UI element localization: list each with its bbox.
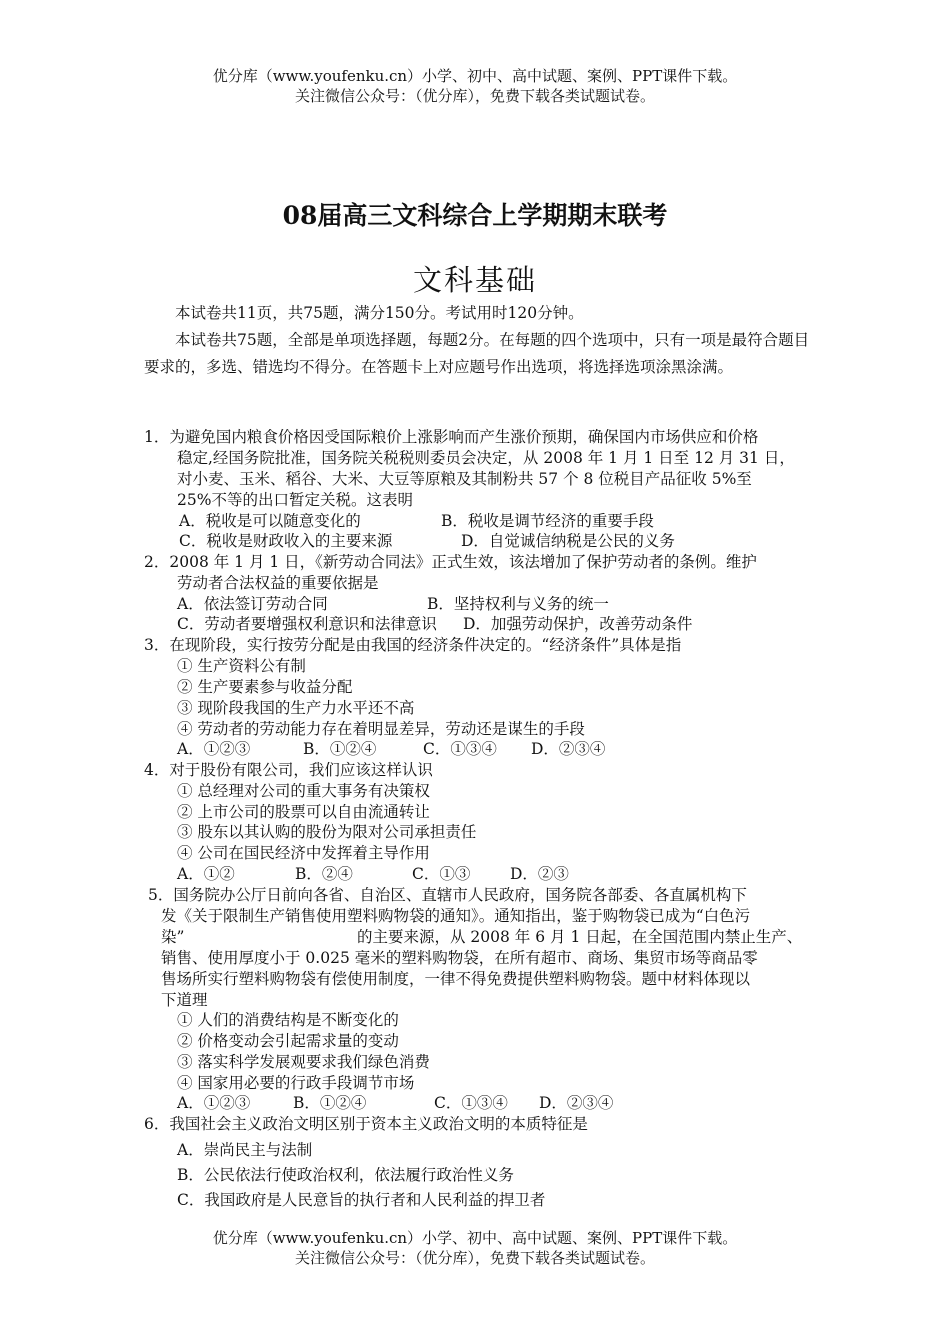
- q4-item-2: ② 上市公司的股票可以自由流通转让: [177, 803, 430, 821]
- page-footer: [0, 1228, 950, 1268]
- q6-option-a: A．崇尚民主与法制: [177, 1141, 313, 1159]
- q5-stem-line-6: 下道理: [161, 991, 208, 1009]
- q5-stem-line-2: 发《关于限制生产销售使用塑料购物袋的通知》。通知指出，鉴于购物袋已成为“白色污: [161, 907, 751, 925]
- q1-option-a: A．税收是可以随意变化的: [179, 512, 361, 530]
- q5-item-2: ② 价格变动会引起需求量的变动: [177, 1032, 399, 1050]
- q6-stem-line-1: 6．我国社会主义政治文明区别于资本主义政治文明的本质特征是: [144, 1115, 588, 1133]
- q6-option-b: B．公民依法行使政治权利，依法履行政治性义务: [177, 1166, 514, 1184]
- q4-option-a: A．①②: [177, 865, 235, 883]
- q2-stem-line-2: 劳动者合法权益的重要依据是: [177, 574, 379, 592]
- q5-item-3: ③ 落实科学发展观要求我们绿色消费: [177, 1053, 430, 1071]
- q4-option-d: D．②③: [510, 865, 569, 883]
- intro-paragraph-2: 本试卷共75题，全部是单项选择题，每题2分。在每题的四个选项中，只有一项是最符合题目要求的，多选、错选均不得分。在答题卡上对应题号作出选项，将选择选项涂黑涂满。: [144, 331, 810, 376]
- q5-stem-line-4: 销售、使用厚度小于 0.025 毫米的塑料购物袋，在所有超市、商场、集贸市场等商品零: [161, 949, 758, 967]
- footer-line-2: 关注微信公众号：（优分库），免费下载各类试题试卷。: [294, 1249, 655, 1267]
- q2-stem-line-1: 2．2008 年 1 月 1 日，《新劳动合同法》正式生效，该法增加了保护劳动者的条例。维护: [144, 553, 757, 571]
- q3-option-b: B．①②④: [303, 740, 377, 758]
- q1-stem-line-1: 1．为避免国内粮食价格因受国际粮价上涨影响而产生涨价预期，确保国内市场供应和价格: [144, 428, 759, 446]
- q5-stem-line-3a: 染”: [161, 928, 185, 946]
- q5-stem-line-5: 售场所实行塑料购物袋有偿使用制度，一律不得免费提供塑料购物袋。题中材料体现以: [161, 970, 751, 988]
- q1-stem-line-2: 稳定,经国务院批准，国务院关税税则委员会决定，从 2008 年 1 月 1 日至 12 月 31 日，: [177, 449, 795, 467]
- q6-option-c: C．我国政府是人民意旨的执行者和人民利益的捍卫者: [177, 1191, 546, 1209]
- intro-paragraph-1: 本试卷共11页，共75题，满分150分。考试用时120分钟。: [175, 304, 584, 322]
- q5-stem-line-1: 5．国务院办公厅日前向各省、自治区、直辖市人民政府，国务院各部委、各直属机构下: [148, 886, 747, 904]
- q5-option-b: B．①②④: [293, 1094, 367, 1112]
- page-header: [0, 66, 950, 106]
- q4-item-4: ④ 公司在国民经济中发挥着主导作用: [177, 844, 430, 862]
- footer-line-1: 优分库（www.youfenku.cn）小学、初中、高中试题、案例、PPT课件下载。: [212, 1229, 738, 1247]
- q5-item-1: ① 人们的消费结构是不断变化的: [177, 1011, 399, 1029]
- q5-option-c: C．①③④: [434, 1094, 508, 1112]
- q2-option-d: D．加强劳动保护，改善劳动条件: [463, 615, 693, 633]
- q1-stem-line-3: 对小麦、玉米、稻谷、大米、大豆等原粮及其制粉共 57 个 8 位税目产品征收 5%至: [177, 470, 752, 488]
- q5-option-a: A．①②③: [177, 1094, 251, 1112]
- q2-option-a: A．依法签订劳动合同: [177, 595, 328, 613]
- q5-option-d: D．②③④: [539, 1094, 614, 1112]
- q1-option-c: C．税收是财政收入的主要来源: [179, 532, 393, 550]
- q3-item-1: ① 生产资料公有制: [177, 657, 306, 675]
- q2-option-c: C．劳动者要增强权利意识和法律意识: [177, 615, 437, 633]
- q3-item-3: ③ 现阶段我国的生产力水平还不高: [177, 699, 415, 717]
- page-title: 08届高三文科综合上学期期末联考: [282, 201, 668, 230]
- q4-item-1: ① 总经理对公司的重大事务有决策权: [177, 782, 430, 800]
- q3-stem-line-1: 3．在现阶段，实行按劳分配是由我国的经济条件决定的。“经济条件”具体是指: [144, 636, 682, 654]
- header-line-1: 优分库（www.youfenku.cn）小学、初中、高中试题、案例、PPT课件下载。: [212, 67, 738, 85]
- q3-option-d: D．②③④: [531, 740, 606, 758]
- q3-item-2: ② 生产要素参与收益分配: [177, 678, 353, 696]
- q1-option-b: B．税收是调节经济的重要手段: [441, 512, 654, 530]
- q5-stem-line-3b: 的主要来源，从 2008 年 6 月 1 日起，在全国范围内禁止生产、: [357, 928, 803, 946]
- page-subtitle: 文科基础: [412, 263, 537, 297]
- q5-item-4: ④ 国家用必要的行政手段调节市场: [177, 1074, 415, 1092]
- q4-stem-line-1: 4．对于股份有限公司，我们应该这样认识: [144, 761, 433, 779]
- header-line-2: 关注微信公众号：（优分库），免费下载各类试题试卷。: [294, 87, 655, 105]
- q4-option-c: C．①③: [412, 865, 471, 883]
- q4-item-3: ③ 股东以其认购的股份为限对公司承担责任: [177, 823, 477, 841]
- q3-option-c: C．①③④: [423, 740, 497, 758]
- q3-option-a: A．①②③: [177, 740, 251, 758]
- q1-stem-line-4: 25%不等的出口暂定关税。这表明: [177, 491, 413, 509]
- q2-option-b: B．坚持权利与义务的统一: [427, 595, 609, 613]
- q4-option-b: B．②④: [295, 865, 353, 883]
- q1-option-d: D．自觉诚信纳税是公民的义务: [461, 532, 675, 550]
- q3-item-4: ④ 劳动者的劳动能力存在着明显差异，劳动还是谋生的手段: [177, 720, 585, 738]
